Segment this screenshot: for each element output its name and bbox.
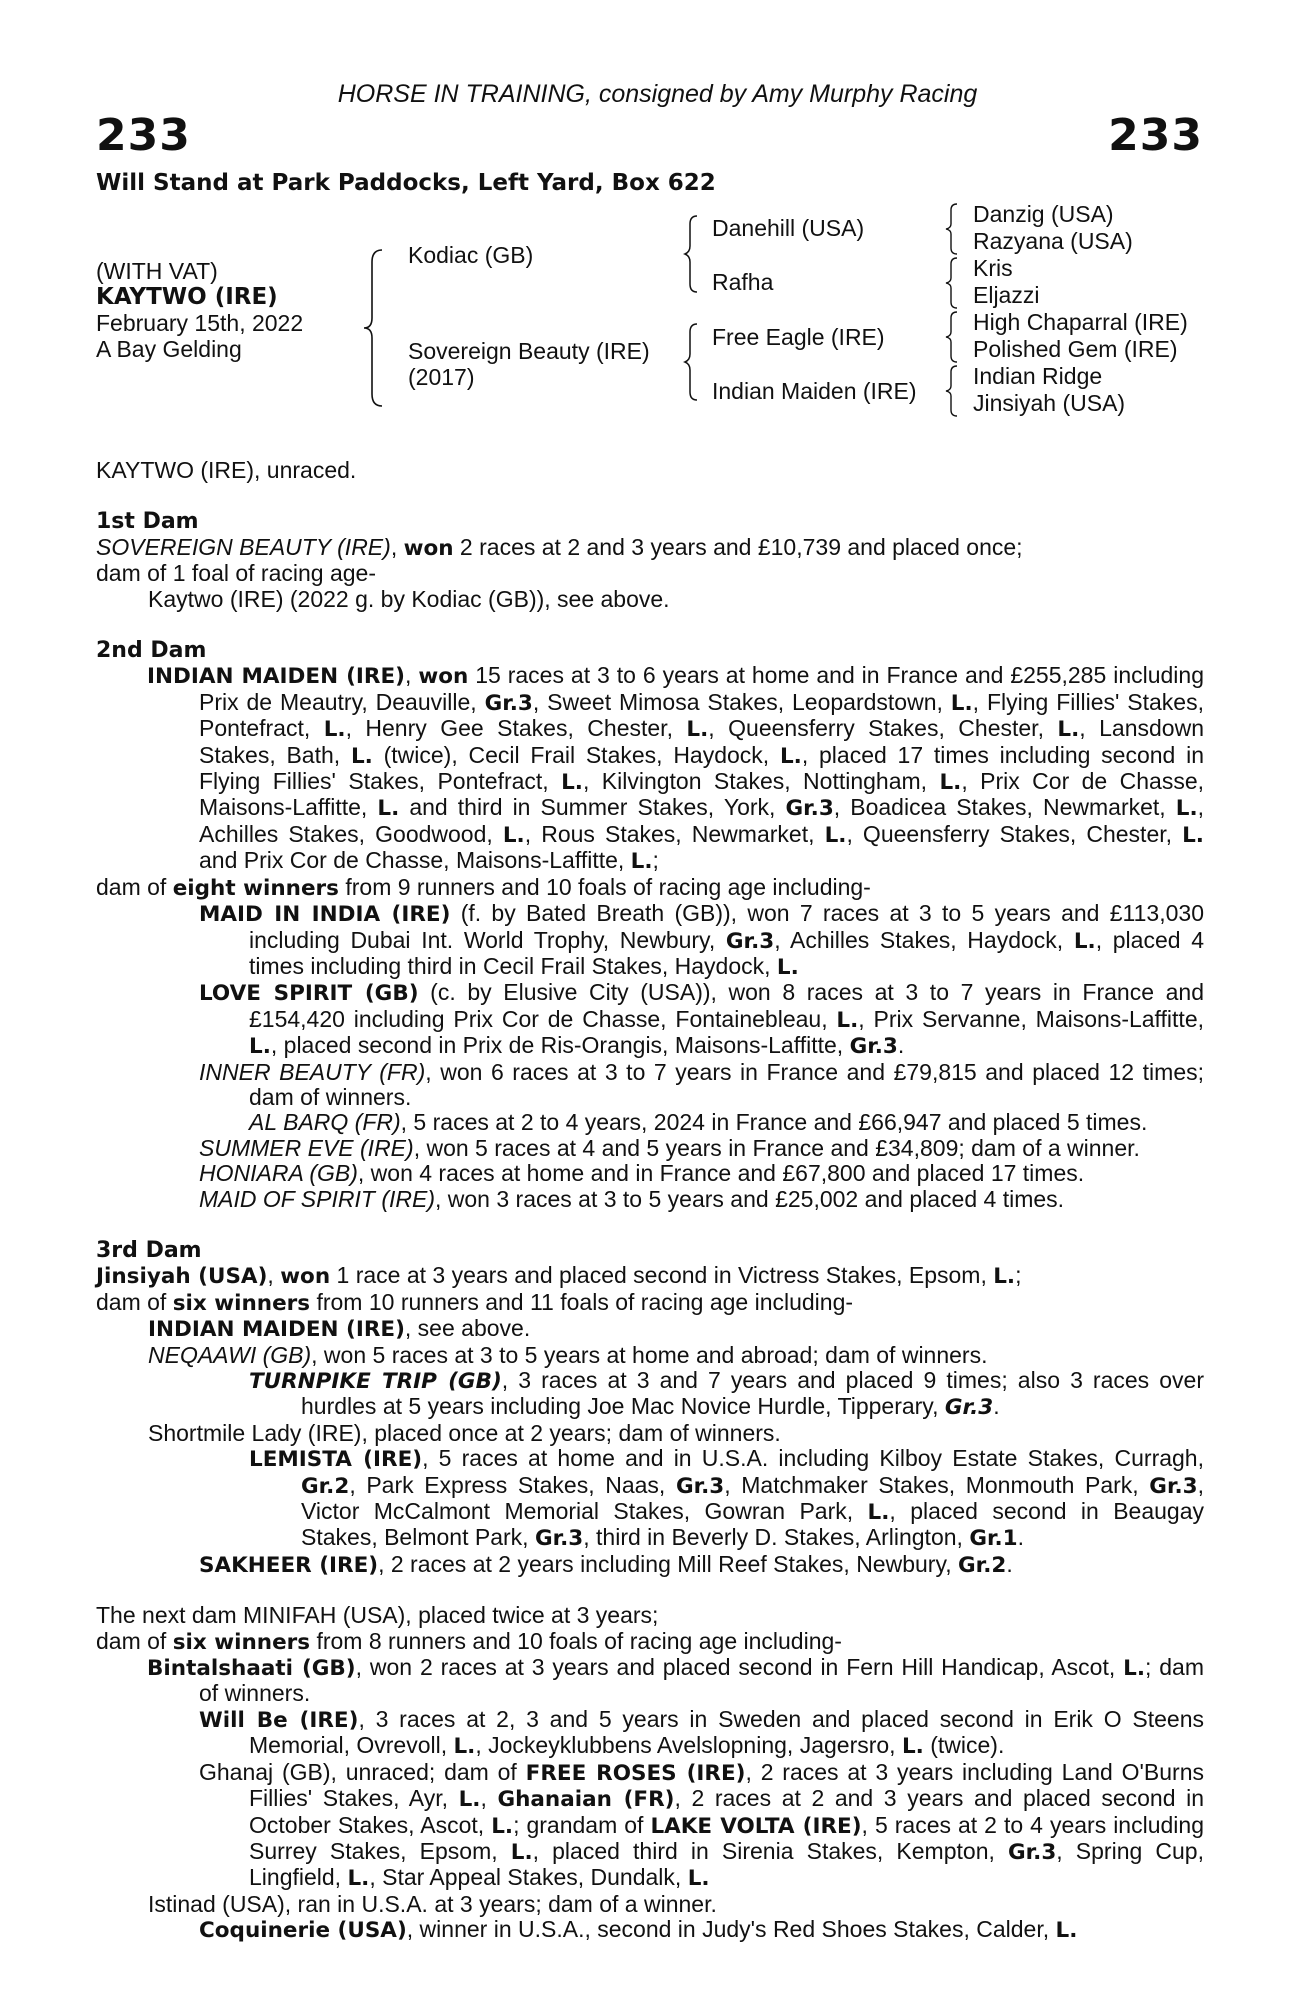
produce-bintalshaati: Bintalshaati (GB), won 2 races at 3 years and placed second in Fern Hill Handicap, Ascot, L.; dam of winners.: [147, 1654, 1204, 1707]
produce-will-be: Will Be (IRE), 3 races at 2, 3 and 5 years in Sweden and placed second in Erik O Steens Memorial, Ovrevoll, L., Jockeyklubbens Avelslopning, Jagersro, L. (twice).: [199, 1705, 1204, 1760]
third-dam-produce: dam of six winners from 10 runners and 11 foals of racing age including-: [96, 1288, 854, 1316]
produce-sakheer: SAKHEER (IRE), 2 races at 2 years including Mill Reef Stakes, Newbury, Gr.2.: [199, 1550, 1013, 1578]
lot-number-right: 233: [1108, 110, 1203, 161]
produce-al-barq: AL BARQ (FR), 5 races at 2 to 4 years, 2024 in France and £66,947 and placed 5 times.: [249, 1109, 1148, 1136]
brace-g2: [944, 256, 960, 310]
horse-name: KAYTWO (IRE): [96, 284, 278, 310]
produce-coquinerie: Coquinerie (USA), winner in U.S.A., second in Judy's Red Shoes Stakes, Calder, L.: [199, 1916, 1078, 1944]
dam: Sovereign Beauty (IRE): [408, 338, 650, 364]
first-dam-produce: dam of 1 foal of racing age-: [96, 560, 376, 587]
produce-inner-beauty: INNER BEAUTY (FR), won 6 races at 3 to 7 years in France and £79,815 and placed 12 times; dam of winners.: [199, 1058, 1204, 1110]
brace-g1: [944, 202, 960, 256]
produce-love-spirit: LOVE SPIRIT (GB) (c. by Elusive City (USA)), won 8 races at 3 to 7 years in France and £154,420 including Prix Cor de Chasse, Fontainebleau, L., Prix Servanne, Maisons-Laffitte, L., placed second in Prix de Ris-Orangis, Maisons-Laffitte, Gr.3.: [199, 979, 1204, 1060]
g7: Indian Ridge: [973, 363, 1103, 389]
produce-istinad: Istinad (USA), ran in U.S.A. at 3 years; dam of a winner.: [148, 1890, 717, 1917]
dam-dam: Indian Maiden (IRE): [712, 378, 917, 404]
produce-maid-of-spirit: MAID OF SPIRIT (IRE), won 3 races at 3 to 5 years and £25,002 and placed 4 times.: [199, 1185, 1065, 1212]
g4: Eljazzi: [973, 282, 1040, 308]
produce-turnpike-trip: TURNPIKE TRIP (GB), 3 races at 3 and 7 years and placed 9 times; also 3 races over hurdles at 5 years including Joe Mac Novice Hurdle, Tipperary, Gr.3.: [249, 1367, 1204, 1421]
produce-shortmile-lady: Shortmile Lady (IRE), placed once at 2 years; dam of winners.: [148, 1419, 781, 1446]
produce-ghanaj: Ghanaj (GB), unraced; dam of FREE ROSES (IRE), 2 races at 3 years including Land O'Burns Fillies' Stakes, Ayr, L., Ghanaian (FR), 2 races at 2 and 3 years and placed second in October Stakes, Ascot, L.; grandam of LAKE VOLTA (IRE), 5 races at 2 to 4 years including Surrey Stakes, Epsom, L., placed third in Sirenia Stakes, Kempton, Gr.3, Spring Cup, Lingfield, L., Star Appeal Stakes, Dundalk, L.: [199, 1758, 1205, 1892]
brace-g3: [944, 310, 960, 364]
first-dam-record: SOVEREIGN BEAUTY (IRE), won 2 races at 2 and 3 years and £10,739 and placed once;: [96, 533, 1023, 561]
produce-neqaawi: NEQAAWI (GB), won 5 races at 3 to 5 years at home and abroad; dam of winners.: [148, 1341, 988, 1368]
second-dam-record: INDIAN MAIDEN (IRE), won 15 races at 3 to 6 years at home and in France and £255,285 including Prix de Meautry, Deauville, Gr.3, Sweet Mimosa Stakes, Leopardstown, L., Flying Fillies' Stakes, Pontefract, L., Henry Gee Stakes, Chester, L., Queensferry Stakes, Chester, L., Lansdown Stakes, Bath, L. (twice), Cecil Frail Stakes, Haydock, L., placed 17 times including second in Flying Fillies' Stakes, Pontefract, L., Kilvington Stakes, Nottingham, L., Prix Cor de Chasse, Maisons-Laffitte, L. and third in Summer Stakes, York, Gr.3, Boadicea Stakes, Newmarket, L., Achilles Stakes, Goodwood, L., Rous Stakes, Newmarket, L., Queensferry Stakes, Chester, L. and Prix Cor de Chasse, Maisons-Laffitte, L.;: [147, 662, 1205, 875]
first-dam-heading: 1st Dam: [96, 509, 199, 535]
brace-sire: [683, 214, 701, 294]
lot-number-left: 233: [96, 110, 191, 161]
produce-summer-eve: SUMMER EVE (IRE), won 5 races at 4 and 5 years in France and £34,809; dam of a winner.: [199, 1134, 1140, 1161]
g2: Razyana (USA): [973, 228, 1133, 254]
next-dam-intro: The next dam MINIFAH (USA), placed twice at 3 years;: [96, 1602, 659, 1629]
brace-main: [362, 248, 386, 408]
second-dam-heading: 2nd Dam: [96, 638, 207, 664]
vat-label: (WITH VAT): [96, 258, 218, 284]
catalogue-body: [96, 458, 1204, 1944]
second-dam-produce: dam of eight winners from 9 runners and 10 foals of racing age including-: [96, 873, 871, 901]
produce-lemista: LEMISTA (IRE), 5 races at home and in U.S.A. including Kilboy Estate Stakes, Curragh, Gr.2, Park Express Stakes, Naas, Gr.3, Matchmaker Stakes, Monmouth Park, Gr.3, Victor McCalmont Memorial Stakes, Gowran Park, L., placed second in Beaugay Stakes, Belmont Park, Gr.3, third in Beverly D. Stakes, Arlington, Gr.1.: [249, 1445, 1205, 1552]
g6: Polished Gem (IRE): [973, 336, 1178, 362]
horse-description: A Bay Gelding: [96, 336, 242, 362]
next-dam-produce: dam of six winners from 8 runners and 10 foals of racing age including-: [96, 1627, 842, 1655]
stand-location: Will Stand at Park Paddocks, Left Yard, Box 622: [96, 170, 716, 196]
third-dam-record: Jinsiyah (USA), won 1 race at 3 years and placed second in Victress Stakes, Epsom, L.;: [96, 1262, 1022, 1290]
brace-g4: [944, 364, 960, 418]
produce-indian-maiden: INDIAN MAIDEN (IRE), see above.: [148, 1315, 531, 1343]
brace-dam: [683, 322, 701, 402]
dam-sire: Free Eagle (IRE): [712, 324, 885, 350]
g1: Danzig (USA): [973, 201, 1114, 227]
foaling-date: February 15th, 2022: [96, 310, 304, 336]
dam-year: (2017): [408, 364, 475, 390]
sire: Kodiac (GB): [408, 242, 534, 268]
sire-sire: Danehill (USA): [712, 215, 865, 241]
sire-dam: Rafha: [712, 269, 774, 295]
first-dam-foal: Kaytwo (IRE) (2022 g. by Kodiac (GB)), see above.: [148, 585, 670, 612]
g5: High Chaparral (IRE): [973, 309, 1188, 335]
race-record-intro: KAYTWO (IRE), unraced.: [96, 457, 357, 483]
g3: Kris: [973, 255, 1013, 281]
third-dam-heading: 3rd Dam: [96, 1237, 202, 1263]
produce-maid-in-india: MAID IN INDIA (IRE) (f. by Bated Breath (GB)), won 7 races at 3 to 5 years and £113,030 including Dubai Int. World Trophy, Newbury, Gr.3, Achilles Stakes, Haydock, L., placed 4 times including third in Cecil Frail Stakes, Haydock, L.: [199, 900, 1204, 980]
consignment-line: HORSE IN TRAINING, consigned by Amy Murphy Racing: [337, 80, 978, 108]
g8: Jinsiyah (USA): [973, 390, 1126, 416]
produce-honiara: HONIARA (GB), won 4 races at home and in France and £67,800 and placed 17 times.: [199, 1160, 1085, 1187]
